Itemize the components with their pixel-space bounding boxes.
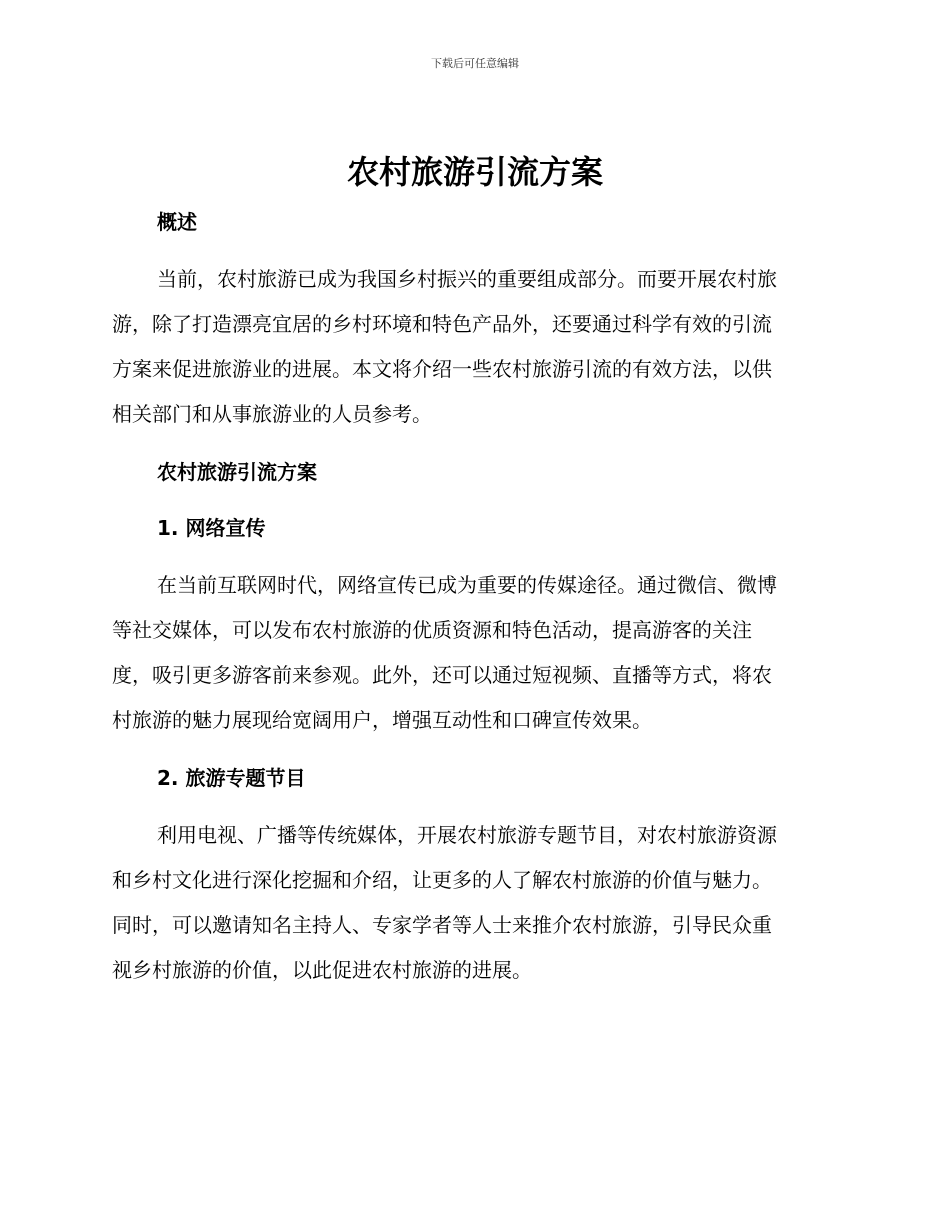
heading-overview: 概述 [157,210,197,234]
document-title: 农村旅游引流方案 [346,153,603,191]
paragraph-line: 利用电视、广播等传统媒体，开展农村旅游专题节目，对农村旅游资源 [157,823,777,847]
paragraph-line: 等社交媒体，可以发布农村旅游的优质资源和特色活动，提高游客的关注 [112,618,752,642]
paragraph-line: 相关部门和从事旅游业的人员参考。 [112,402,432,426]
paragraph-line: 游，除了打造漂亮宜居的乡村环境和特色产品外，还要通过科学有效的引流 [112,312,772,336]
paragraph-line: 同时，可以邀请知名主持人、专家学者等人士来推介农村旅游，引导民众重 [112,913,772,937]
paragraph-line: 和乡村文化进行深化挖掘和介绍，让更多的人了解农村旅游的价值与魅力。 [112,868,772,892]
heading-network: 1. 网络宣传 [157,516,266,540]
paragraph-network [112,563,832,743]
header-note: 下载后可任意编辑 [431,57,519,70]
paragraph-line: 方案来促进旅游业的进展。本文将介绍一些农村旅游引流的有效方法，以供 [112,357,772,381]
paragraph-line: 村旅游的魅力展现给宽阔用户，增强互动性和口碑宣传效果。 [112,708,652,732]
paragraph-overview [112,257,832,437]
heading-tv-program: 2. 旅游专题节目 [157,766,306,790]
paragraph-line: 当前，农村旅游已成为我国乡村振兴的重要组成部分。而要开展农村旅 [157,267,777,291]
paragraph-tv-program [112,813,832,993]
paragraph-line: 度，吸引更多游客前来参观。此外，还可以通过短视频、直播等方式，将农 [112,663,772,687]
paragraph-line: 视乡村旅游的价值，以此促进农村旅游的进展。 [112,958,532,982]
heading-plan: 农村旅游引流方案 [157,460,317,484]
paragraph-line: 在当前互联网时代，网络宣传已成为重要的传媒途径。通过微信、微博 [157,573,777,597]
